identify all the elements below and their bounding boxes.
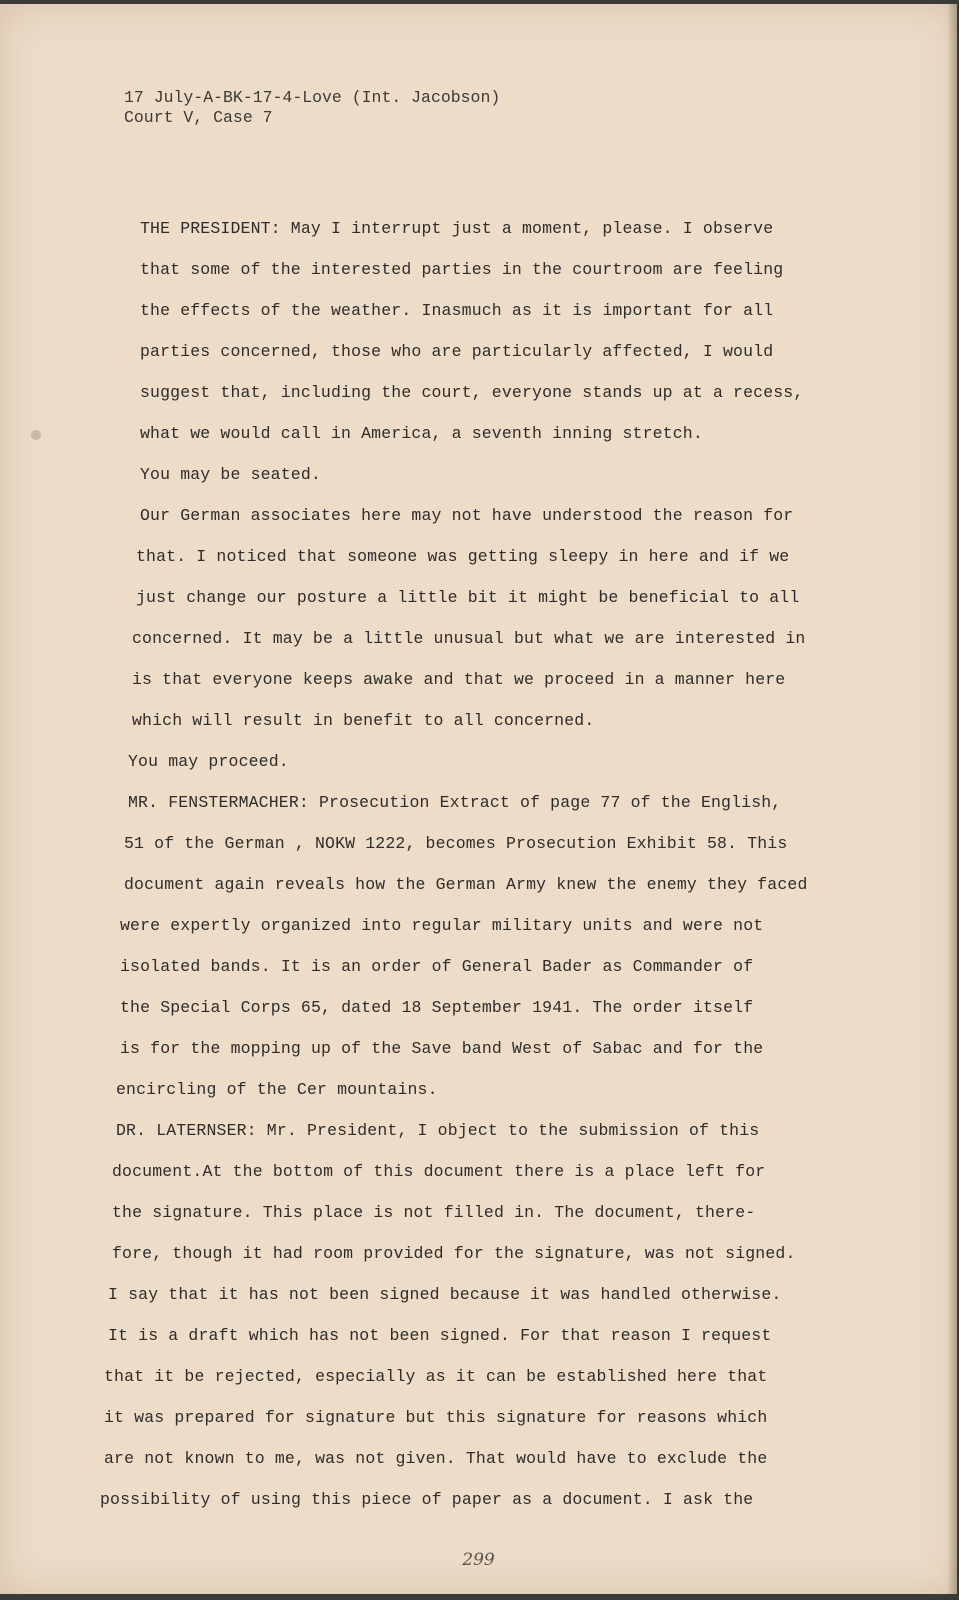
text-line: concerned. It may be a little unusual but what we are interested in: [132, 629, 806, 648]
text-line: You may proceed.: [128, 752, 289, 771]
page-edge-shadow: [947, 4, 957, 1594]
text-line: It is a draft which has not been signed. For that reason I request: [108, 1326, 772, 1345]
text-line: possibility of using this piece of paper as a document. I ask the: [100, 1490, 754, 1509]
text-line: DR. LATERNSER: Mr. President, I object to the submission of this: [116, 1121, 760, 1140]
text-line: is that everyone keeps awake and that we proceed in a manner here: [132, 670, 786, 689]
text-line: the Special Corps 65, dated 18 September 1941. The order itself: [120, 998, 754, 1017]
text-line: You may be seated.: [140, 465, 321, 484]
header-line-2: Court V, Case 7: [124, 108, 273, 127]
text-line: isolated bands. It is an order of General Bader as Commander of: [120, 957, 754, 976]
text-line: 51 of the German , NOKW 1222, becomes Prosecution Exhibit 58. This: [124, 834, 788, 853]
text-line: the signature. This place is not filled in. The document, there-: [112, 1203, 756, 1222]
text-line: the effects of the weather. Inasmuch as it is important for all: [140, 301, 774, 320]
text-line: it was prepared for signature but this signature for reasons which: [104, 1408, 768, 1427]
text-line: are not known to me, was not given. That would have to exclude the: [104, 1449, 768, 1468]
text-line: fore, though it had room provided for the signature, was not signed.: [112, 1244, 796, 1263]
text-line: that some of the interested parties in the courtroom are feeling: [140, 260, 784, 279]
text-line: just change our posture a little bit it might be beneficial to all: [136, 588, 800, 607]
text-line: parties concerned, those who are particularly affected, I would: [140, 342, 774, 361]
header-line-1: 17 July-A-BK-17-4-Love (Int. Jacobson): [124, 88, 501, 107]
text-line: were expertly organized into regular military units and were not: [120, 916, 764, 935]
text-line: that. I noticed that someone was getting sleepy in here and if we: [136, 547, 790, 566]
text-line: THE PRESIDENT: May I interrupt just a moment, please. I observe: [140, 219, 774, 238]
text-line: that it be rejected, especially as it can be established here that: [104, 1367, 768, 1386]
text-line: MR. FENSTERMACHER: Prosecution Extract of page 77 of the English,: [128, 793, 782, 812]
document-page: [0, 4, 957, 1594]
punch-hole-mark: [31, 430, 41, 440]
text-line: document.At the bottom of this document there is a place left for: [112, 1162, 766, 1181]
transcript-body: [100, 208, 820, 1520]
text-line: suggest that, including the court, everyone stands up at a recess,: [140, 383, 804, 402]
text-line: document again reveals how the German Army knew the enemy they faced: [124, 875, 808, 894]
text-line: Our German associates here may not have understood the reason for: [140, 506, 794, 525]
text-line: which will result in benefit to all concerned.: [132, 711, 595, 730]
document-header: [124, 88, 500, 128]
text-line: what we would call in America, a seventh inning stretch.: [140, 424, 703, 443]
text-line: encircling of the Cer mountains.: [116, 1080, 438, 1099]
text-line: I say that it has not been signed because it was handled otherwise.: [108, 1285, 782, 1304]
page-number: 299: [462, 1550, 495, 1570]
text-line: is for the mopping up of the Save band West of Sabac and for the: [120, 1039, 764, 1058]
